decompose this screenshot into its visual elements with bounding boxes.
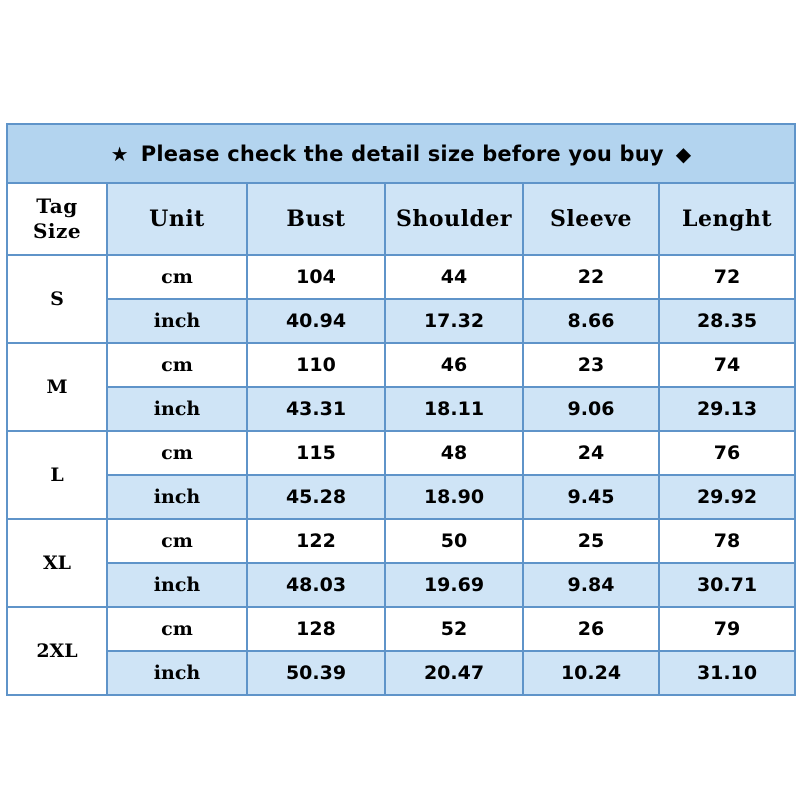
unit-inch: inch [107, 475, 247, 519]
table-row [7, 343, 795, 387]
table-row [7, 607, 795, 651]
unit-cm: cm [107, 343, 247, 387]
cell-shoulder-cm: 48 [385, 431, 523, 475]
banner-cell [7, 124, 795, 183]
unit-inch: inch [107, 563, 247, 607]
header-tag-size-line1: Tag [36, 194, 78, 218]
unit-cm: cm [107, 519, 247, 563]
cell-bust-cm: 110 [247, 343, 385, 387]
cell-bust-cm: 104 [247, 255, 385, 299]
cell-shoulder-cm: 44 [385, 255, 523, 299]
cell-shoulder-cm: 50 [385, 519, 523, 563]
cell-bust-inch: 40.94 [247, 299, 385, 343]
size-chart-table-wrapper [6, 123, 794, 696]
header-length: Lenght [659, 183, 795, 255]
cell-shoulder-inch: 20.47 [385, 651, 523, 695]
cell-length-cm: 78 [659, 519, 795, 563]
header-bust: Bust [247, 183, 385, 255]
cell-bust-inch: 50.39 [247, 651, 385, 695]
unit-inch: inch [107, 387, 247, 431]
cell-sleeve-cm: 26 [523, 607, 659, 651]
banner-text: Please check the detail size before you buy [140, 141, 664, 166]
cell-length-inch: 30.71 [659, 563, 795, 607]
cell-length-cm: 76 [659, 431, 795, 475]
unit-inch: inch [107, 299, 247, 343]
cell-length-inch: 29.92 [659, 475, 795, 519]
unit-cm: cm [107, 607, 247, 651]
table-row [7, 475, 795, 519]
cell-sleeve-inch: 9.84 [523, 563, 659, 607]
cell-sleeve-inch: 9.06 [523, 387, 659, 431]
cell-shoulder-cm: 46 [385, 343, 523, 387]
cell-shoulder-inch: 17.32 [385, 299, 523, 343]
cell-sleeve-cm: 22 [523, 255, 659, 299]
cell-bust-cm: 115 [247, 431, 385, 475]
cell-sleeve-cm: 25 [523, 519, 659, 563]
cell-length-cm: 74 [659, 343, 795, 387]
header-shoulder: Shoulder [385, 183, 523, 255]
cell-bust-cm: 128 [247, 607, 385, 651]
cell-shoulder-inch: 19.69 [385, 563, 523, 607]
header-row [7, 183, 795, 255]
table-row [7, 387, 795, 431]
star-icon: ★ [110, 141, 129, 166]
unit-inch: inch [107, 651, 247, 695]
unit-cm: cm [107, 255, 247, 299]
cell-bust-inch: 43.31 [247, 387, 385, 431]
banner-row [7, 124, 795, 183]
header-tag-size-line2: Size [32, 219, 82, 243]
cell-sleeve-cm: 24 [523, 431, 659, 475]
unit-cm: cm [107, 431, 247, 475]
size-chart-table [6, 123, 796, 696]
size-label: L [7, 431, 107, 519]
cell-shoulder-cm: 52 [385, 607, 523, 651]
table-row [7, 299, 795, 343]
cell-sleeve-inch: 10.24 [523, 651, 659, 695]
table-row [7, 563, 795, 607]
header-sleeve: Sleeve [523, 183, 659, 255]
cell-length-inch: 29.13 [659, 387, 795, 431]
cell-length-cm: 72 [659, 255, 795, 299]
size-label: 2XL [7, 607, 107, 695]
header-tag-size [7, 183, 107, 255]
size-label: XL [7, 519, 107, 607]
size-label: S [7, 255, 107, 343]
table-row [7, 255, 795, 299]
cell-sleeve-inch: 8.66 [523, 299, 659, 343]
cell-bust-inch: 45.28 [247, 475, 385, 519]
cell-sleeve-cm: 23 [523, 343, 659, 387]
cell-bust-inch: 48.03 [247, 563, 385, 607]
cell-length-cm: 79 [659, 607, 795, 651]
cell-shoulder-inch: 18.11 [385, 387, 523, 431]
cell-length-inch: 31.10 [659, 651, 795, 695]
table-row [7, 519, 795, 563]
cell-bust-cm: 122 [247, 519, 385, 563]
diamond-icon: ◆ [675, 141, 692, 166]
size-label: M [7, 343, 107, 431]
cell-shoulder-inch: 18.90 [385, 475, 523, 519]
header-unit: Unit [107, 183, 247, 255]
cell-sleeve-inch: 9.45 [523, 475, 659, 519]
table-row [7, 431, 795, 475]
table-row [7, 651, 795, 695]
cell-length-inch: 28.35 [659, 299, 795, 343]
